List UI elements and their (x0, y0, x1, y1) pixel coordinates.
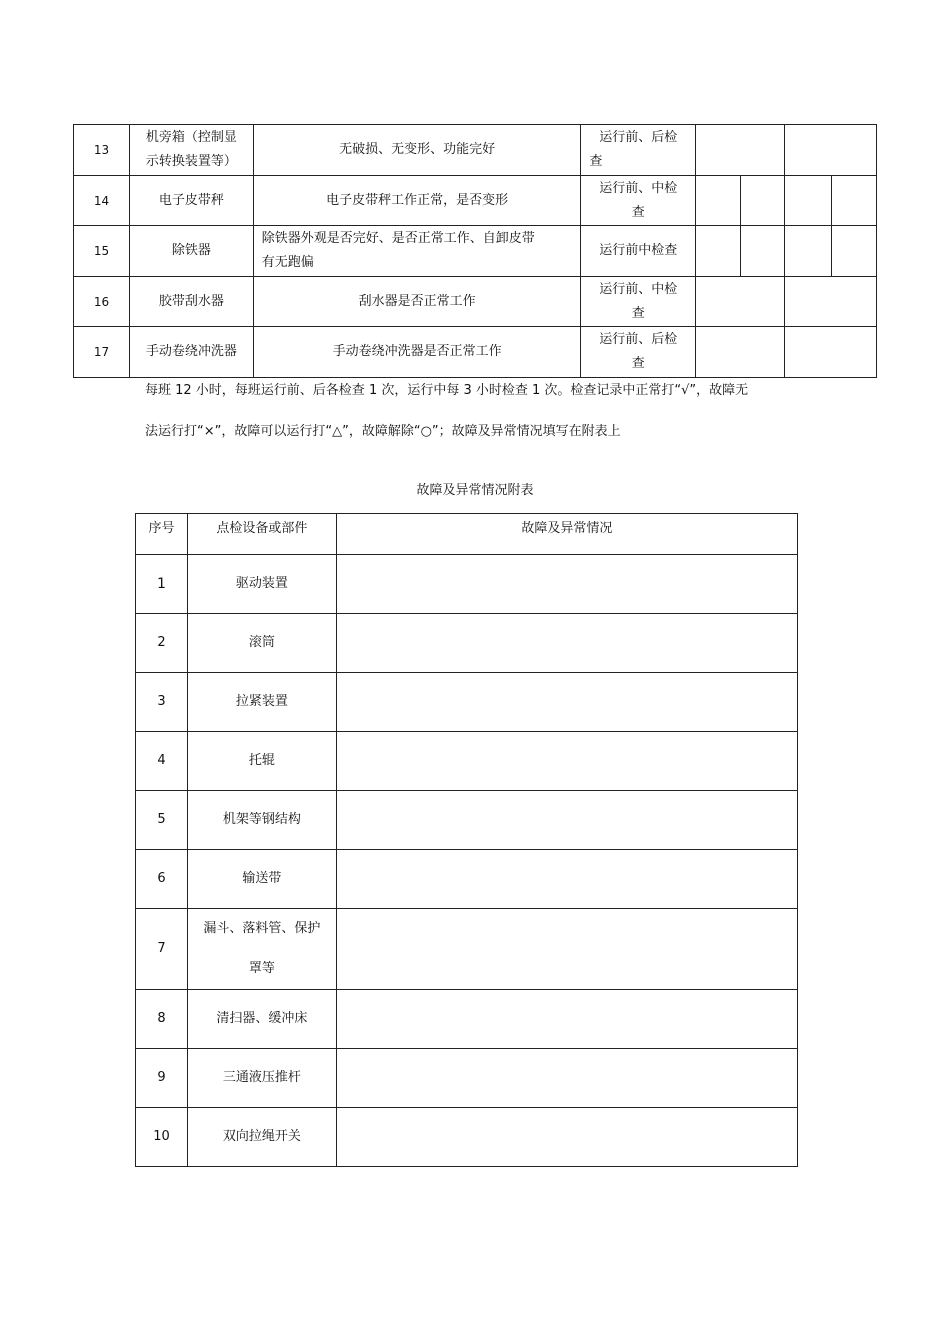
check-cell[interactable] (832, 226, 877, 277)
row-number: 13 (74, 125, 130, 176)
inspection-row (74, 226, 877, 277)
check-cell[interactable] (696, 277, 785, 327)
part-name: 驱动装置 (187, 555, 336, 614)
inspection-criteria: 电子皮带秤工作正常，是否变形 (253, 176, 581, 226)
check-cell[interactable] (696, 176, 741, 226)
inspection-time-line: 运行前、后检 (599, 332, 678, 347)
inspection-criteria-line: 除铁器外观是否完好、是否正常工作、自卸皮带 (261, 231, 535, 246)
table-row (136, 555, 798, 614)
inspection-time (581, 327, 696, 378)
check-cell[interactable] (696, 125, 785, 176)
instruction-note: 法运行打“×”，故障可以运行打“△”，故障解除“○”；故障及异常情况填写在附表上 (145, 424, 621, 439)
part-name: 滚筒 (187, 614, 336, 673)
table-row (136, 850, 798, 909)
inspection-row (74, 125, 877, 176)
part-name: 双向拉绳开关 (187, 1108, 336, 1167)
inspection-time-line: 查 (631, 356, 645, 371)
part-name (187, 909, 336, 990)
inspection-time (581, 277, 696, 327)
check-cell[interactable] (785, 125, 877, 176)
equipment-name-line: 示转换装置等） (145, 154, 237, 169)
part-name: 拉紧装置 (187, 673, 336, 732)
part-name: 托辊 (187, 732, 336, 791)
inspection-time-line: 运行前、后检 (599, 130, 678, 145)
check-cell[interactable] (785, 327, 877, 378)
row-number: 8 (136, 990, 188, 1049)
table-row (136, 1108, 798, 1167)
equipment-name: 除铁器 (129, 226, 253, 277)
fault-entry-cell[interactable] (336, 909, 797, 990)
row-number: 6 (136, 850, 188, 909)
part-name: 机架等钢结构 (187, 791, 336, 850)
fault-entry-cell[interactable] (336, 990, 797, 1049)
table-row (136, 673, 798, 732)
inspection-time (581, 125, 696, 176)
row-number: 2 (136, 614, 188, 673)
row-number: 14 (74, 176, 130, 226)
check-cell[interactable] (785, 226, 832, 277)
inspection-time-line: 运行前、中检 (599, 180, 678, 196)
fault-entry-cell[interactable] (336, 555, 797, 614)
inspection-row (74, 327, 877, 378)
check-cell[interactable] (832, 176, 877, 226)
inspection-row (74, 277, 877, 327)
row-number: 15 (74, 226, 130, 277)
header-fault: 故障及异常情况 (336, 514, 797, 555)
appendix-title: 故障及异常情况附表 (416, 483, 534, 498)
inspection-criteria (253, 226, 581, 277)
inspection-time (581, 176, 696, 226)
inspection-row (74, 176, 877, 226)
row-number: 10 (136, 1108, 188, 1167)
check-cell[interactable] (696, 327, 785, 378)
table-row (136, 614, 798, 673)
inspection-criteria: 手动卷绕冲洗器是否正常工作 (253, 327, 581, 378)
row-number: 16 (74, 277, 130, 327)
check-cell[interactable] (785, 176, 832, 226)
row-number: 4 (136, 732, 188, 791)
check-cell[interactable] (696, 226, 741, 277)
fault-entry-cell[interactable] (336, 791, 797, 850)
row-number: 1 (136, 555, 188, 614)
inspection-time: 运行前中检查 (581, 226, 696, 277)
table-row (136, 909, 798, 990)
row-number: 3 (136, 673, 188, 732)
check-cell[interactable] (741, 226, 785, 277)
inspection-criteria: 刮水器是否正常工作 (253, 277, 581, 327)
row-number: 5 (136, 791, 188, 850)
equipment-name-line: 机旁箱（控制显 (145, 130, 237, 145)
table-row (136, 732, 798, 791)
equipment-name: 手动卷绕冲洗器 (129, 327, 253, 378)
header-number: 序号 (136, 514, 188, 555)
fault-entry-cell[interactable] (336, 732, 797, 791)
header-row (136, 514, 798, 555)
inspection-time-line: 查 (631, 204, 645, 220)
row-number: 7 (136, 909, 188, 990)
equipment-name: 胶带刮水器 (129, 277, 253, 327)
fault-entry-cell[interactable] (336, 1049, 797, 1108)
part-name-line: 漏斗、落料管、保护 (203, 921, 321, 936)
inspection-time-line: 运行前、中检 (599, 281, 678, 297)
fault-appendix-table (135, 513, 798, 1167)
table-row (136, 791, 798, 850)
table-row (136, 1049, 798, 1108)
row-number: 17 (74, 327, 130, 378)
inspection-time-line: 查 (631, 305, 645, 321)
check-cell[interactable] (785, 277, 877, 327)
instruction-note: 每班 12 小时，每班运行前、后各检查 1 次，运行中每 3 小时检查 1 次。检查记录中正常打“√”，故障无 (145, 383, 749, 398)
part-name: 输送带 (187, 850, 336, 909)
equipment-name (129, 125, 253, 176)
header-part: 点检设备或部件 (187, 514, 336, 555)
table-row (136, 990, 798, 1049)
fault-entry-cell[interactable] (336, 1108, 797, 1167)
row-number: 9 (136, 1049, 188, 1108)
part-name: 三通液压推杆 (187, 1049, 336, 1108)
fault-entry-cell[interactable] (336, 850, 797, 909)
inspection-criteria-line: 有无跑偏 (261, 255, 314, 270)
fault-entry-cell[interactable] (336, 614, 797, 673)
part-name-line: 罩等 (248, 961, 275, 976)
fault-entry-cell[interactable] (336, 673, 797, 732)
inspection-time-line: 查 (589, 154, 603, 169)
check-cell[interactable] (741, 176, 785, 226)
equipment-name: 电子皮带秤 (129, 176, 253, 226)
part-name: 清扫器、缓冲床 (187, 990, 336, 1049)
inspection-criteria: 无破损、无变形、功能完好 (253, 125, 581, 176)
inspection-table (73, 124, 877, 378)
